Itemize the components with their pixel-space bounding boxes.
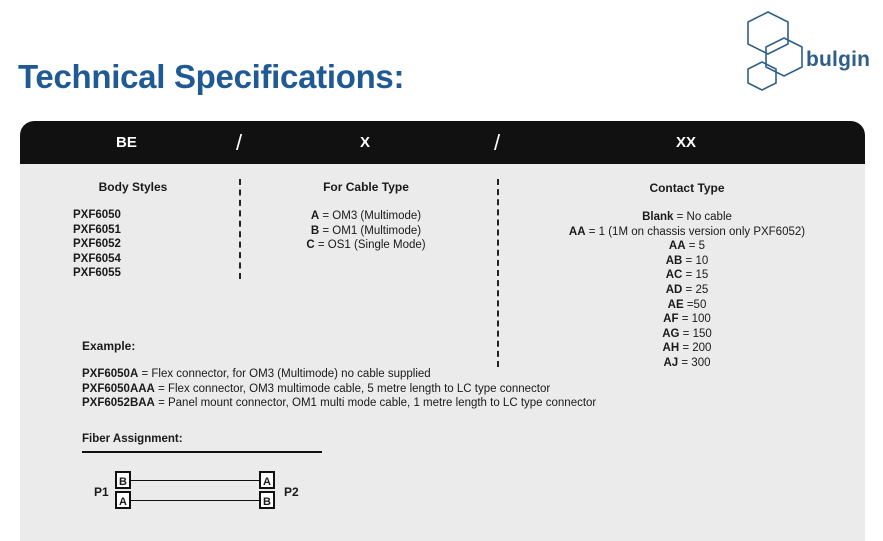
code-description: = 5 bbox=[685, 240, 706, 253]
code-label: PXF6050A bbox=[82, 368, 139, 380]
port-p1-label: P1 bbox=[94, 485, 109, 499]
contact-type-item bbox=[567, 225, 807, 240]
code-description: = 15 bbox=[682, 269, 709, 282]
code-description: = 100 bbox=[678, 313, 711, 326]
code-label: AG bbox=[662, 327, 680, 340]
header-separator: / bbox=[236, 130, 243, 155]
code-label: AJ bbox=[663, 356, 679, 369]
column-divider bbox=[497, 179, 499, 367]
example-list bbox=[82, 367, 596, 411]
code-description: = 200 bbox=[679, 342, 712, 355]
body-style-item: PXF6050 bbox=[73, 209, 121, 221]
code-label: AA bbox=[668, 240, 686, 253]
code-description: = OM3 (Multimode) bbox=[319, 210, 422, 222]
code-description: = OS1 (Single Mode) bbox=[314, 239, 426, 252]
code-label: C bbox=[306, 239, 315, 252]
contact-type-item bbox=[567, 239, 807, 254]
code-description: = Panel mount connector, OM1 multi mode cable, 1 metre length to LC type connector bbox=[154, 397, 597, 410]
body-style-item: PXF6051 bbox=[73, 223, 121, 236]
cable-type-list bbox=[276, 209, 456, 253]
contact-type-list bbox=[567, 210, 807, 371]
code-label: AB bbox=[665, 254, 683, 267]
example-item bbox=[82, 396, 596, 411]
code-description: = No cable bbox=[673, 211, 732, 223]
contact-type-item bbox=[567, 356, 807, 371]
code-description: = 300 bbox=[678, 356, 711, 369]
code-label: Blank bbox=[642, 211, 674, 223]
contact-type-item bbox=[567, 268, 807, 283]
contact-type-item bbox=[567, 312, 807, 327]
p2-fiber-b: B bbox=[259, 491, 275, 509]
logo-text: bulgin bbox=[806, 48, 871, 71]
code-description: = 10 bbox=[682, 254, 709, 267]
body-style-item: PXF6055 bbox=[73, 267, 121, 280]
code-label: PXF6050AAA bbox=[82, 382, 155, 395]
contact-type-item bbox=[567, 254, 807, 269]
code-description: = 150 bbox=[679, 327, 712, 340]
cable-type-item bbox=[276, 209, 456, 224]
cable-type-item bbox=[276, 238, 456, 253]
contact-type-item bbox=[567, 327, 807, 342]
code-label: AH bbox=[662, 342, 680, 355]
contact-type-heading: Contact Type bbox=[649, 181, 725, 195]
page-title: Technical Specifications: bbox=[18, 58, 405, 95]
code-description: = 1 (1M on chassis version only PXF6052) bbox=[585, 225, 806, 238]
fiber-line-top bbox=[131, 480, 259, 481]
code-description: = Flex connector, OM3 multimode cable, 5 metre length to LC type connector bbox=[154, 382, 551, 395]
p2-fiber-a: A bbox=[259, 471, 275, 489]
body-styles-heading: Body Styles bbox=[98, 180, 168, 194]
code-description: = Flex connector, for OM3 (Multimode) no cable supplied bbox=[138, 368, 431, 380]
p1-fiber-a: A bbox=[115, 491, 131, 509]
example-label: Example: bbox=[82, 339, 136, 353]
spec-panel bbox=[20, 121, 865, 541]
header-separator: / bbox=[494, 130, 501, 155]
fiber-assignment-title: Fiber Assignment: bbox=[82, 433, 183, 445]
part-code-header bbox=[20, 121, 865, 164]
code-label: AE bbox=[667, 298, 684, 311]
body-styles-list bbox=[73, 208, 193, 281]
header-segment-x: X bbox=[360, 134, 371, 151]
contact-type-item bbox=[567, 341, 807, 356]
code-label: AD bbox=[665, 283, 683, 296]
code-label: B bbox=[310, 224, 320, 237]
bulgin-logo bbox=[740, 10, 880, 92]
code-label: AF bbox=[663, 313, 679, 326]
fiber-title-underline bbox=[82, 451, 322, 453]
cable-type-item bbox=[276, 224, 456, 239]
code-label: AA bbox=[568, 225, 586, 238]
example-item bbox=[82, 382, 596, 397]
code-description: =50 bbox=[683, 298, 707, 311]
contact-type-item bbox=[567, 210, 807, 225]
body-style-item: PXF6054 bbox=[73, 252, 121, 265]
code-description: = 25 bbox=[682, 283, 709, 296]
fiber-line-bottom bbox=[131, 500, 259, 501]
code-description: = OM1 (Multimode) bbox=[319, 224, 422, 237]
code-label: A bbox=[310, 210, 320, 222]
body-style-item: PXF6052 bbox=[73, 238, 121, 251]
p1-fiber-b: B bbox=[115, 471, 131, 489]
header-segment-xx: XX bbox=[676, 134, 697, 151]
cable-type-heading: For Cable Type bbox=[323, 180, 409, 194]
column-divider bbox=[239, 179, 241, 279]
port-p2-label: P2 bbox=[284, 485, 299, 499]
contact-type-item bbox=[567, 283, 807, 298]
code-label: AC bbox=[665, 269, 683, 282]
code-label: PXF6052BAA bbox=[82, 397, 155, 410]
contact-type-item bbox=[567, 298, 807, 313]
example-item bbox=[82, 367, 596, 382]
header-segment-be: BE bbox=[116, 134, 137, 151]
